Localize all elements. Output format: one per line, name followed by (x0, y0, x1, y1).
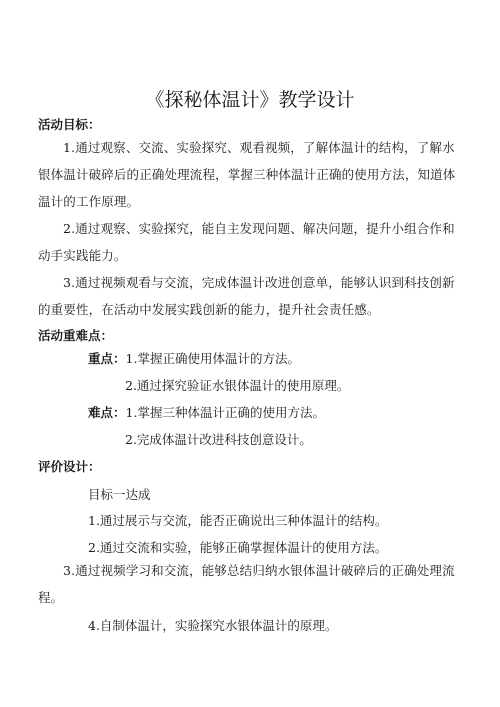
goal-item-2: 2.通过观察、实验探究，能自主发现问题、解决问题，提升小组合作和动手实践能力。 (38, 221, 455, 263)
evaluation-item-1: 1.通过展示与交流，能否正确说出三种体温计的结构。 (88, 513, 388, 528)
difficulty-item-1: 1.掌握三种体温计正确的使用方法。 (125, 405, 325, 420)
focus-item-1: 1.掌握正确使用体温计的方法。 (125, 351, 300, 366)
evaluation-item-3: 3.通过视频学习和交流，能够总结归纳水银体温计破碎后的正确处理流程。 (38, 563, 455, 605)
evaluation-subheading: 目标一达成 (88, 487, 151, 502)
difficulty-row-1 (88, 404, 325, 422)
key-points-heading: 活动重难点： (38, 328, 114, 343)
evaluation-heading: 评价设计： (38, 459, 101, 474)
evaluation-item-4: 4.自制体温计，实验探究水银体温计的原理。 (88, 618, 338, 633)
evaluation-item-2: 2.通过交流和实验，能够正确掌握体温计的使用方法。 (88, 540, 388, 555)
focus-label: 重点： (88, 351, 126, 366)
focus-row-1 (88, 350, 300, 368)
goal-item-3: 3.通过视频观看与交流，完成体温计改进创意单，能够认识到科技创新的重要性，在活动中发展实践创新的能力，提升社会责任感。 (38, 275, 455, 317)
goal-item-1: 1.通过观察、交流、实验探究、观看视频，了解体温计的结构，了解水银体温计破碎后的正确处理流程，掌握三种体温计正确的使用方法，知道体温计的工作原理。 (38, 140, 456, 209)
goals-heading: 活动目标： (38, 117, 101, 132)
difficulty-item-2: 2.完成体温计改进科技创意设计。 (125, 432, 312, 447)
difficulty-label: 难点： (88, 405, 126, 420)
document-title: 《探秘体温计》教学设计 (145, 89, 355, 111)
focus-item-2: 2.通过探究验证水银体温计的使用原理。 (125, 378, 350, 393)
